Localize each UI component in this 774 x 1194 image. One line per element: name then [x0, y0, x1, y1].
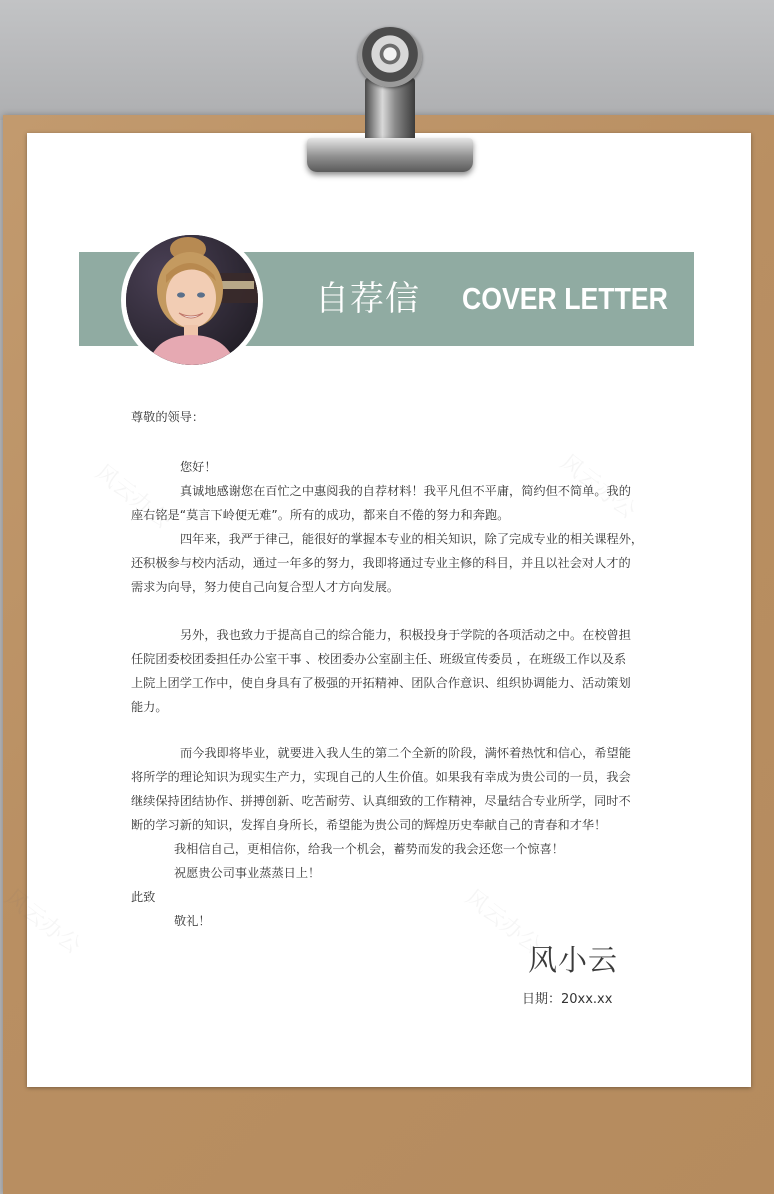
watermark: 风云办公 [555, 450, 641, 525]
letter-line: 另外，我也致力于提高自己的综合能力，积极投身于学院的各项活动之中。在校曾担 [180, 628, 631, 642]
closing-line: 敬礼！ [174, 914, 211, 928]
title-english: COVER LETTER [462, 281, 668, 316]
letter-line: 您好！ [180, 460, 217, 474]
letter-line: 任院团委校团委担任办公室干事 、校团委办公室副主任、班级宣传委员 ，在班级工作以及系 [131, 652, 627, 666]
binder-clip-arm [365, 78, 415, 144]
letter-line: 祝愿贵公司事业蒸蒸日上！ [174, 866, 321, 880]
letter-line: 而今我即将毕业，就要进入我人生的第二个全新的阶段，满怀着热忱和信心，希望能 [180, 746, 631, 760]
letter-line: 继续保持团结协作、拼搏创新、吃苦耐劳、认真细致的工作精神，尽量结合专业所学，同时不 [131, 794, 631, 808]
letter-line: 还积极参与校内活动，通过一年多的努力，我即将通过专业主修的科目，并且以社会对人才的 [131, 556, 631, 570]
letter-line: 座右铭是“莫言下岭便无难”。所有的成功，都来自不倦的努力和奔跑。 [131, 508, 510, 522]
letter-line: 我相信自己，更相信你，给我一个机会，蓄势而发的我会还您一个惊喜！ [174, 842, 564, 856]
letter-line: 将所学的理论知识为现实生产力，实现自己的人生价值。如果我有幸成为贵公司的一员，我会 [131, 770, 631, 784]
title-chinese: 自荐信 [315, 279, 420, 319]
watermark: 风云办公 [90, 460, 176, 535]
letter-line: 断的学习新的知识，发挥自身所长，希望能为贵公司的辉煌历史奉献自己的青春和才华！ [131, 818, 607, 832]
portrait-illustration [126, 235, 258, 365]
watermark: 风云办公 [0, 885, 86, 960]
watermark: 风云办公 [460, 885, 546, 960]
date: 日期：20xx.xx [522, 992, 613, 1007]
portrait-photo-icon [126, 235, 258, 365]
letter-line: 真诚地感谢您在百忙之中惠阅我的自荐材料！我平凡但不平庸，简约但不简单。我的 [180, 484, 631, 498]
salutation: 尊敬的领导： [131, 410, 205, 424]
signature: 风小云 [528, 943, 619, 977]
binder-clip-icon [307, 138, 473, 172]
letter-line: 上院上团学工作中，使自身具有了极强的开拓精神、团队合作意识、组织协调能力、活动策划 [131, 676, 631, 690]
letter-line: 需求为向导，努力使自己向复合型人才方向发展。 [131, 580, 400, 594]
binder-clip-ring [358, 27, 422, 87]
closing-line: 此致 [131, 890, 156, 904]
letter-line: 四年来，我严于律己，能很好的掌握本专业的相关知识，除了完成专业的相关课程外， [180, 532, 644, 546]
letter-line: 能力。 [131, 700, 168, 714]
